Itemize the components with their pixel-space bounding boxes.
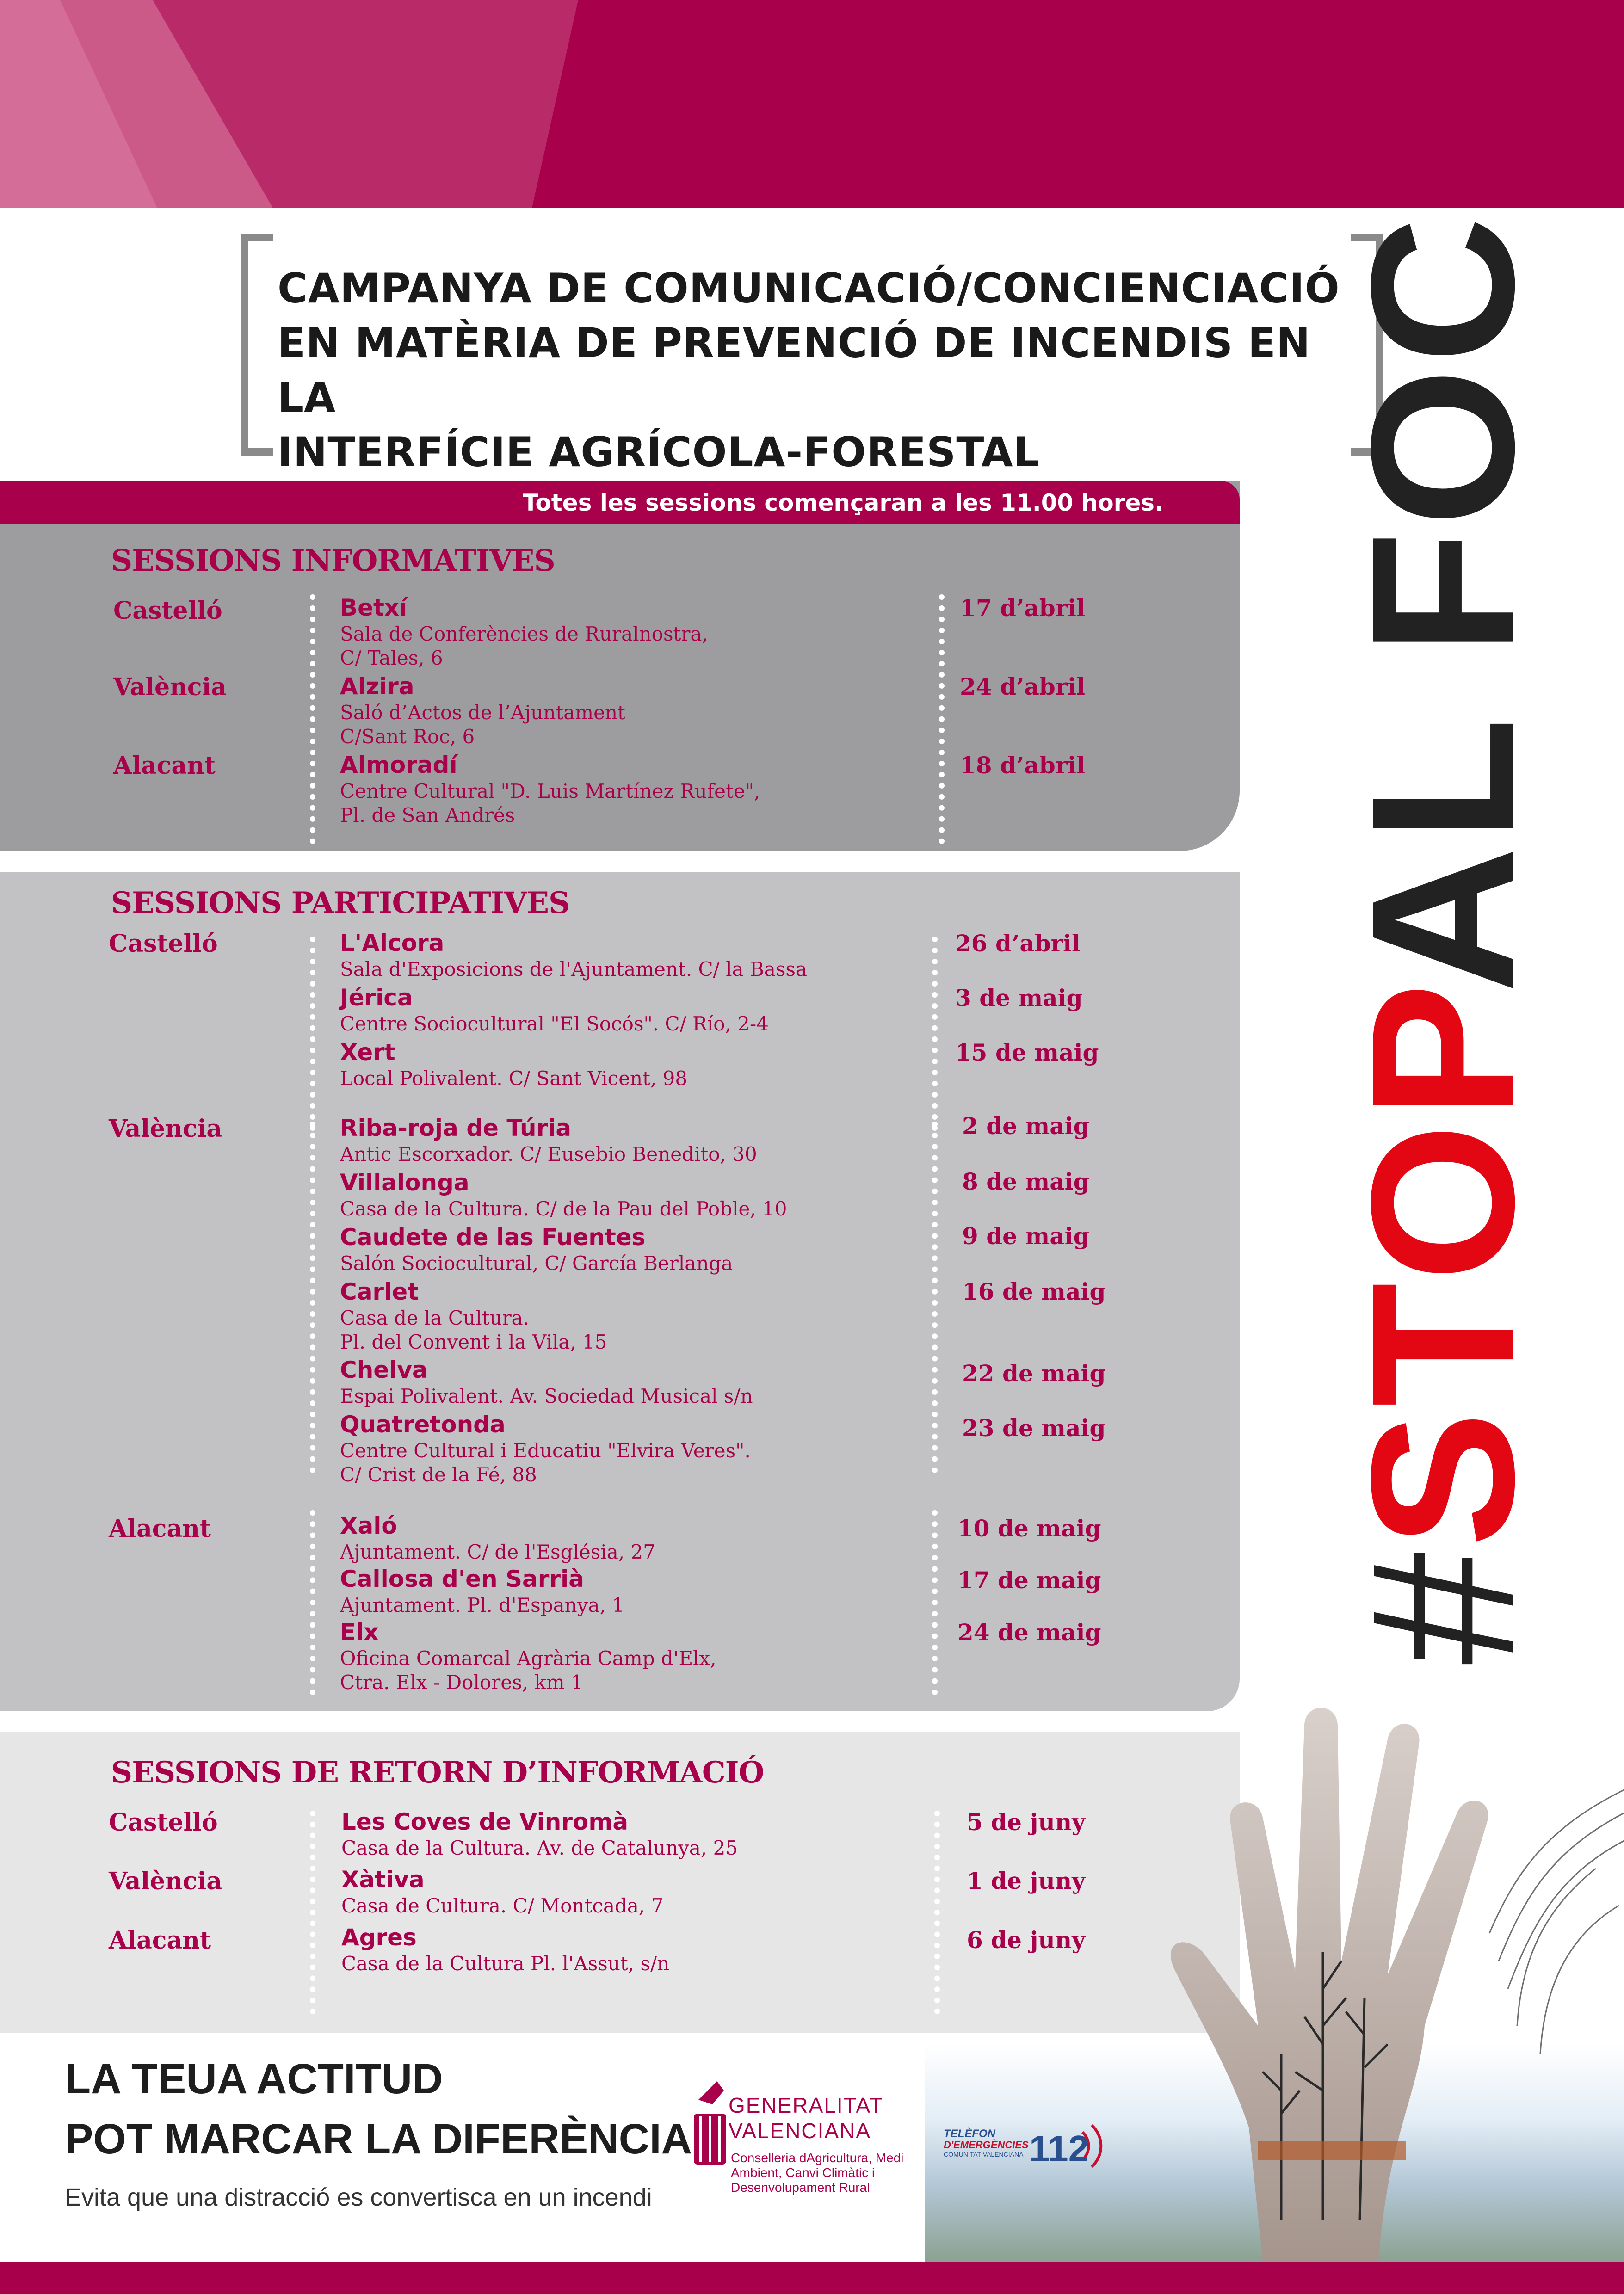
region-label: Alacant bbox=[109, 1515, 211, 1543]
town-name: Carlet bbox=[340, 1278, 419, 1305]
venue-line: Ctra. Elx - Dolores, km 1 bbox=[340, 1671, 583, 1694]
dotted-divider bbox=[310, 1811, 315, 2014]
hashtag-stop: STOP bbox=[1329, 993, 1556, 1548]
dotted-divider bbox=[932, 1510, 938, 1695]
campaign-title-line: INTERFÍCIE AGRÍCOLA-FORESTAL bbox=[278, 428, 1040, 476]
town-name: Xàtiva bbox=[341, 1866, 425, 1893]
stopalfoc-hashtag bbox=[1329, 212, 1556, 1665]
session-date: 24 de maig bbox=[957, 1619, 1101, 1646]
participatives-panel bbox=[0, 872, 1240, 1711]
venue-line: Antic Escorxador. C/ Eusebio Benedito, 30 bbox=[340, 1143, 757, 1166]
venue-line: Salón Sociocultural, C/ García Berlanga bbox=[340, 1252, 733, 1275]
town-name: Riba-roja de Túria bbox=[340, 1115, 572, 1141]
dotted-divider bbox=[932, 937, 938, 1131]
hand bbox=[1171, 1708, 1488, 2262]
region-label: Alacant bbox=[113, 752, 216, 780]
informatives-title: SESSIONS INFORMATIVES bbox=[111, 543, 555, 578]
venue-line: Centre Cultural i Educatiu "Elvira Veres". bbox=[340, 1439, 751, 1462]
left-bracket bbox=[241, 234, 273, 456]
campaign-heading bbox=[241, 234, 1383, 476]
town-name: Villalonga bbox=[340, 1169, 469, 1196]
hashtag-alfoc: AL FOC bbox=[1329, 212, 1556, 993]
town-name: L'Alcora bbox=[340, 930, 445, 956]
session-date: 9 de maig bbox=[962, 1222, 1090, 1250]
session-date: 18 d’abril bbox=[960, 752, 1086, 779]
dotted-divider bbox=[310, 1510, 315, 1695]
conselleria-name: Conselleria dAgricultura, Medi Ambient, Canvi Climàtic i Desenvolupament Rural bbox=[731, 2151, 904, 2195]
town-name: Almoradí bbox=[340, 752, 457, 778]
venue-line: Ajuntament. C/ de l'Església, 27 bbox=[340, 1541, 655, 1563]
generalitat-name: GENERALITAT bbox=[729, 2093, 883, 2117]
dotted-divider bbox=[310, 937, 315, 1131]
venue-line: C/ Tales, 6 bbox=[340, 647, 443, 669]
town-name: Quatretonda bbox=[340, 1411, 506, 1438]
fire-band bbox=[1258, 2141, 1406, 2160]
venue-line: Sala de Conferències de Ruralnostra, bbox=[340, 623, 708, 645]
start-time-notice: Totes les sessions començaran a les 11.00 hores. bbox=[522, 489, 1163, 516]
region-label: València bbox=[109, 1867, 222, 1895]
session-date: 15 de maig bbox=[955, 1039, 1099, 1066]
town-name: Xaló bbox=[340, 1512, 397, 1539]
hair-strands bbox=[1489, 1790, 1624, 2054]
tel-label: TELÈFON bbox=[944, 2128, 995, 2140]
town-name: Alzira bbox=[340, 673, 414, 700]
town-name: Callosa d'en Sarrià bbox=[340, 1566, 584, 1592]
session-date: 17 d’abril bbox=[960, 594, 1086, 622]
town-name: Chelva bbox=[340, 1357, 428, 1383]
venue-line: Saló d’Actos de l’Ajuntament bbox=[340, 701, 625, 724]
venue-line: Casa de la Cultura. Av. de Catalunya, 25 bbox=[341, 1837, 738, 1859]
emergency-number: 112 bbox=[1029, 2128, 1089, 2169]
session-date: 2 de maig bbox=[962, 1112, 1090, 1140]
town-name: Betxí bbox=[340, 594, 408, 621]
region-label: València bbox=[113, 673, 227, 701]
venue-line: Casa de Cultura. C/ Montcada, 7 bbox=[341, 1894, 664, 1917]
session-date: 1 de juny bbox=[967, 1867, 1086, 1894]
dotted-divider bbox=[310, 594, 315, 844]
dotted-divider bbox=[934, 1811, 940, 2014]
dotted-divider bbox=[932, 1122, 938, 1473]
notice-strip bbox=[0, 481, 1240, 524]
session-date: 3 de maig bbox=[955, 984, 1083, 1011]
tagline: Evita que una distracció es convertisca en un incendi bbox=[65, 2183, 652, 2211]
region-label: Castelló bbox=[109, 930, 218, 958]
hashtag-symbol: # bbox=[1329, 1547, 1556, 1665]
dotted-divider bbox=[939, 594, 945, 844]
venue-line: Centre Cultural "D. Luis Martínez Rufete", bbox=[340, 780, 760, 802]
campaign-title bbox=[278, 261, 1341, 480]
hashtag-text bbox=[1329, 212, 1556, 1665]
region-label: Alacant bbox=[109, 1926, 211, 1955]
venue-line: Ajuntament. Pl. d'Espanya, 1 bbox=[340, 1594, 624, 1616]
venue-line: Centre Sociocultural "El Socós". C/ Río, 2-4 bbox=[340, 1012, 769, 1035]
venue-line: Local Polivalent. C/ Sant Vicent, 98 bbox=[340, 1067, 688, 1090]
town-name: Elx bbox=[340, 1619, 379, 1646]
session-date: 23 de maig bbox=[962, 1414, 1106, 1442]
session-date: 5 de juny bbox=[967, 1808, 1086, 1836]
session-date: 8 de maig bbox=[962, 1168, 1090, 1195]
participatives-title: SESSIONS PARTICIPATIVES bbox=[111, 886, 570, 920]
session-date: 17 de maig bbox=[957, 1566, 1101, 1594]
generalitat-name: VALENCIANA bbox=[729, 2119, 871, 2143]
venue-line: Pl. del Convent i la Vila, 15 bbox=[340, 1331, 607, 1353]
retorn-panel bbox=[0, 1732, 1240, 2033]
venue-line: Casa de la Cultura. C/ de la Pau del Poble, 10 bbox=[340, 1197, 787, 1220]
slogan-line: LA TEUA ACTITUD bbox=[65, 2055, 443, 2103]
slogan-line: POT MARCAR LA DIFERÈNCIA bbox=[65, 2115, 692, 2163]
dotted-divider bbox=[310, 1122, 315, 1473]
venue-line: C/Sant Roc, 6 bbox=[340, 725, 475, 748]
campaign-title-line: CAMPANYA DE COMUNICACIÓ/CONCIENCIACIÓ bbox=[278, 265, 1340, 312]
town-name: Xert bbox=[340, 1039, 395, 1066]
session-date: 16 de maig bbox=[962, 1278, 1106, 1305]
hand-illustration bbox=[1064, 1674, 1624, 2262]
region-label: Castelló bbox=[113, 597, 222, 625]
campaign-title-line: EN MATÈRIA DE PREVENCIÓ DE INCENDIS EN LA bbox=[278, 319, 1311, 421]
retorn-title: SESSIONS DE RETORN D’INFORMACIÓ bbox=[111, 1755, 764, 1790]
tel-label: COMUNITAT VALENCIANA bbox=[944, 2151, 1024, 2158]
session-date: 6 de juny bbox=[967, 1926, 1086, 1954]
tel-label: D'EMERGÈNCIES bbox=[944, 2139, 1029, 2151]
bottom-bar bbox=[0, 2262, 1624, 2294]
venue-line: Casa de la Cultura Pl. l'Assut, s/n bbox=[341, 1952, 670, 1975]
town-name: Agres bbox=[341, 1924, 417, 1951]
top-banner bbox=[0, 0, 1624, 208]
venue-line: Oficina Comarcal Agrària Camp d'Elx, bbox=[340, 1647, 716, 1670]
venue-line: Sala d'Exposicions de l'Ajuntament. C/ la Bassa bbox=[340, 958, 808, 980]
venue-line: Casa de la Cultura. bbox=[340, 1307, 530, 1329]
venue-line: C/ Crist de la Fé, 88 bbox=[340, 1463, 537, 1486]
session-date: 22 de maig bbox=[962, 1360, 1106, 1387]
town-name: Les Coves de Vinromà bbox=[341, 1808, 629, 1835]
region-label: Castelló bbox=[109, 1808, 218, 1837]
town-name: Caudete de las Fuentes bbox=[340, 1224, 646, 1251]
session-date: 24 d’abril bbox=[960, 673, 1086, 700]
session-date: 10 de maig bbox=[957, 1515, 1101, 1542]
venue-line: Pl. de San Andrés bbox=[340, 804, 515, 826]
venue-line: Espai Polivalent. Av. Sociedad Musical s/n bbox=[340, 1385, 753, 1407]
town-name: Jérica bbox=[340, 984, 413, 1011]
informatives-panel bbox=[0, 481, 1240, 851]
session-date: 26 d’abril bbox=[955, 930, 1081, 957]
region-label: València bbox=[109, 1115, 222, 1143]
